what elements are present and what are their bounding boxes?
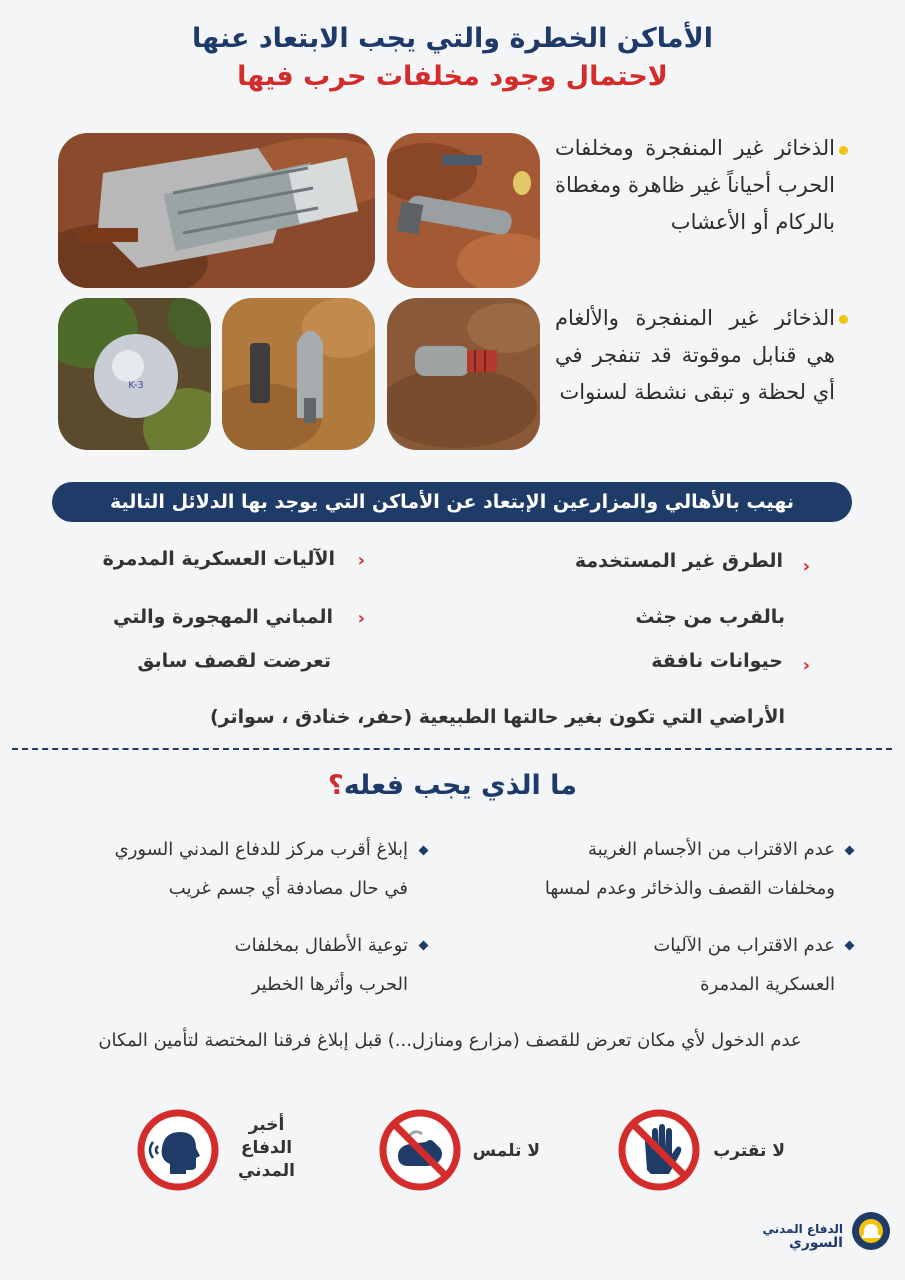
- civil-defense-logo-icon: [850, 1210, 892, 1252]
- logo-line2: السوري: [789, 1235, 843, 1251]
- inform-line2: الدفاع: [240, 1138, 293, 1158]
- page-title: الأماكن الخطرة والتي يجب الابتعاد عنها: [192, 23, 713, 54]
- photo-bomblet-in-grass: [58, 298, 211, 450]
- sign-corpses-line2: حيوانات نافقة: [651, 650, 783, 672]
- sign-altered-lands: الأراضي التي تكون بغير حالتها الطبيعية (حفر، خنادق ، سواتر): [209, 706, 785, 728]
- question-mark: ؟: [328, 770, 344, 801]
- logo-line1: الدفاع المدني: [762, 1222, 843, 1236]
- chevron-icon: ‹: [802, 655, 810, 676]
- svg-text:K-3: K-3: [128, 380, 144, 391]
- bullet-dot: [839, 315, 848, 324]
- dont-approach-label: لا تقترب: [713, 1141, 785, 1161]
- sign-corpses-line1: بالقرب من جثث: [635, 606, 785, 628]
- bullet-hidden-ordnance: الذخائر غير المنفجرة ومخلفات الحرب أحياناً غير ظاهرة ومغطاة بالركام أو الأعشاب: [555, 136, 835, 234]
- inform-civil-defense-label: [238, 1114, 295, 1183]
- no-hand-icon: [617, 1108, 701, 1192]
- todo-report-line2: في حال مصادفة أي جسم غريب: [168, 878, 408, 899]
- sign-buildings-line1: المباني المهجورة والتي: [113, 606, 333, 628]
- todo-educate-children-line2: الحرب وأثرها الخطير: [251, 974, 408, 995]
- photo-cluster-bomb: [58, 133, 375, 288]
- logo-text: [762, 1222, 843, 1250]
- photo-shell-in-soil: [387, 133, 540, 288]
- bullet-time-bombs: الذخائر غير المنفجرة والألغام هي قنابل موقوتة قد تنفجر في أي لحظة و تبقى نشطة لسنوات: [555, 306, 835, 404]
- todo-avoid-vehicles-line1: عدم الاقتراب من الآليات: [653, 935, 835, 956]
- warning-banner: نهيب بالأهالي والمزارعين الإبتعاد عن الأماكن التي يوجد بها الدلائل التالية: [52, 482, 852, 522]
- diamond-bullet: [845, 846, 855, 856]
- todo-avoid-objects-line1: عدم الاقتراب من الأجسام الغريبة: [587, 839, 835, 860]
- what-to-do-title-text: ما الذي يجب فعله: [343, 770, 577, 801]
- todo-educate-children-line1: توعية الأطفال بمخلفات: [234, 935, 408, 956]
- dont-touch-label: لا تلمس: [472, 1141, 540, 1161]
- diamond-bullet: [419, 846, 429, 856]
- speaking-head-icon: [136, 1108, 220, 1192]
- diamond-bullet: [845, 941, 855, 951]
- sign-buildings-line2: تعرضت لقصف سابق: [137, 650, 331, 672]
- photo-fuze-and-object: [222, 298, 375, 450]
- header: [0, 20, 905, 96]
- chevron-icon: ‹: [357, 550, 365, 571]
- diamond-bullet: [419, 941, 429, 951]
- inform-line3: المدني: [237, 1161, 295, 1181]
- chevron-icon: ‹: [357, 608, 365, 629]
- page-subtitle: لاحتمال وجود مخلفات حرب فيها: [237, 61, 668, 92]
- photo-rocket-on-ground: [387, 298, 540, 450]
- no-touch-icon: [378, 1108, 462, 1192]
- what-to-do-title: [0, 770, 905, 801]
- bullet-dot: [839, 146, 848, 155]
- sign-destroyed-vehicles: الآليات العسكرية المدمرة: [102, 548, 335, 570]
- todo-avoid-vehicles-line2: العسكرية المدمرة: [700, 974, 835, 995]
- todo-avoid-objects-line2: ومخلفات القصف والذخائر وعدم لمسها: [544, 878, 835, 899]
- section-divider: [12, 748, 892, 750]
- inform-line1: أخبر: [248, 1115, 285, 1135]
- final-note: عدم الدخول لأي مكان تعرض للقصف (مزارع ومنازل...) قبل إبلاغ فرقنا المختصة لتأمين المكان: [98, 1030, 802, 1051]
- sign-unused-roads: الطرق غير المستخدمة: [574, 550, 783, 572]
- todo-report-line1: إبلاغ أقرب مركز للدفاع المدني السوري: [114, 839, 408, 860]
- chevron-icon: ‹: [802, 556, 810, 577]
